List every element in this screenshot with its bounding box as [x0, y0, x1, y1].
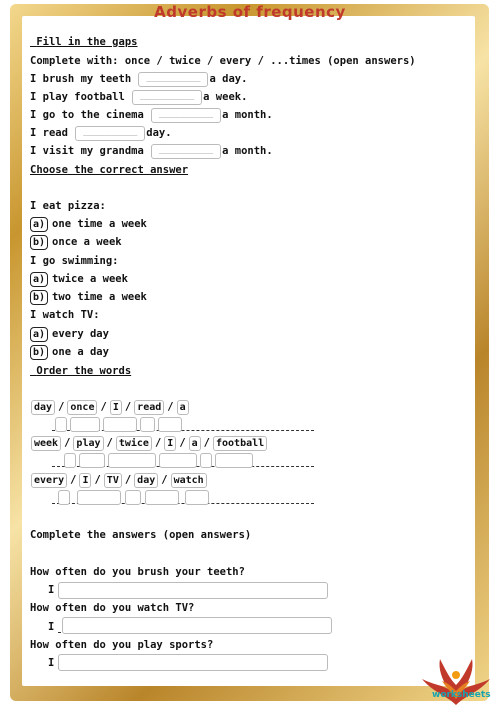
- section4-heading: Complete the answers (open answers): [30, 529, 252, 541]
- drop-slot[interactable]: [58, 490, 70, 505]
- answer-input[interactable]: [58, 582, 328, 599]
- drop-slot[interactable]: [215, 453, 253, 468]
- answer-prefix: I: [48, 621, 55, 633]
- option-b[interactable]: b) two time a week: [30, 289, 147, 305]
- open-question: How often do you watch TV?: [30, 602, 195, 614]
- drop-slot[interactable]: [158, 417, 182, 432]
- word-row: week / play / twice / I / a / football: [30, 435, 268, 451]
- section3-heading: Order the words: [36, 365, 132, 377]
- drop-slot[interactable]: [55, 417, 67, 432]
- word-tile[interactable]: I: [164, 436, 176, 451]
- gap-input[interactable]: __________: [75, 126, 145, 141]
- drop-slot[interactable]: [159, 453, 197, 468]
- word-tile[interactable]: once: [67, 400, 97, 415]
- word-tile[interactable]: watch: [171, 473, 207, 488]
- word-tile[interactable]: a: [189, 436, 201, 451]
- gap-sentence: I brush my teeth __________ a day.: [30, 72, 248, 85]
- option-a[interactable]: a) one time a week: [30, 216, 147, 232]
- drop-slot[interactable]: [185, 490, 209, 505]
- section1-heading: Fill in the gaps: [36, 36, 138, 48]
- section2-heading: Choose the correct answer: [30, 164, 189, 176]
- gap-sentence: I read __________ day.: [30, 126, 172, 139]
- word-row: day / once / I / read / a: [30, 399, 190, 415]
- logo-text: worksheets: [432, 690, 491, 700]
- open-question: How often do you play sports?: [30, 639, 214, 651]
- question-prompt: I go swimming:: [30, 255, 119, 267]
- drop-slot[interactable]: [125, 490, 141, 505]
- gap-sentence: I play football __________ a week.: [30, 90, 248, 103]
- drop-slot[interactable]: [145, 490, 179, 505]
- word-tile[interactable]: day: [134, 473, 158, 488]
- word-tile[interactable]: a: [177, 400, 189, 415]
- option-a[interactable]: a) twice a week: [30, 271, 128, 287]
- open-question: How often do you brush your teeth?: [30, 566, 245, 578]
- drop-slot[interactable]: [103, 417, 137, 432]
- word-tile[interactable]: I: [110, 400, 122, 415]
- answer-input[interactable]: [62, 617, 332, 634]
- word-tile[interactable]: every: [31, 473, 67, 488]
- section1-instruction: Complete with: once / twice / every / ...times (open answers): [30, 55, 416, 67]
- gap-input[interactable]: __________: [138, 72, 208, 87]
- option-b[interactable]: b) one a day: [30, 344, 109, 360]
- word-tile[interactable]: day: [31, 400, 55, 415]
- drop-slot[interactable]: [77, 490, 121, 505]
- answer-prefix: I: [48, 584, 55, 596]
- word-tile[interactable]: football: [213, 436, 267, 451]
- gap-input[interactable]: __________: [132, 90, 202, 105]
- option-a[interactable]: a) every day: [30, 326, 109, 342]
- option-a-label: a): [30, 327, 48, 342]
- word-tile[interactable]: play: [73, 436, 103, 451]
- word-tile[interactable]: I: [79, 473, 91, 488]
- drop-slot[interactable]: [79, 453, 105, 468]
- gap-input[interactable]: __________: [151, 108, 221, 123]
- answer-input[interactable]: [58, 654, 328, 671]
- gap-sentence: I visit my grandma __________ a month.: [30, 144, 273, 157]
- option-b-label: b): [30, 290, 48, 305]
- drop-slot[interactable]: [200, 453, 212, 468]
- option-b[interactable]: b) once a week: [30, 234, 122, 250]
- word-tile[interactable]: twice: [116, 436, 152, 451]
- gap-input[interactable]: __________: [151, 144, 221, 159]
- answer-prefix: I: [48, 657, 55, 669]
- word-tile[interactable]: TV: [104, 473, 122, 488]
- option-a-label: a): [30, 272, 48, 287]
- drop-slot[interactable]: [140, 417, 155, 432]
- option-a-label: a): [30, 217, 48, 232]
- gap-sentence: I go to the cinema __________ a month.: [30, 108, 273, 121]
- question-prompt: I eat pizza:: [30, 200, 106, 212]
- option-b-label: b): [30, 345, 48, 360]
- word-tile[interactable]: week: [31, 436, 61, 451]
- word-tile[interactable]: read: [134, 400, 164, 415]
- drop-slot[interactable]: [70, 417, 100, 432]
- word-row: every / I / TV / day / watch: [30, 472, 208, 488]
- drop-slot[interactable]: [64, 453, 76, 468]
- option-b-label: b): [30, 235, 48, 250]
- question-prompt: I watch TV:: [30, 309, 100, 321]
- drop-slot[interactable]: [108, 453, 156, 468]
- page-title: Adverbs of frequency: [154, 3, 346, 21]
